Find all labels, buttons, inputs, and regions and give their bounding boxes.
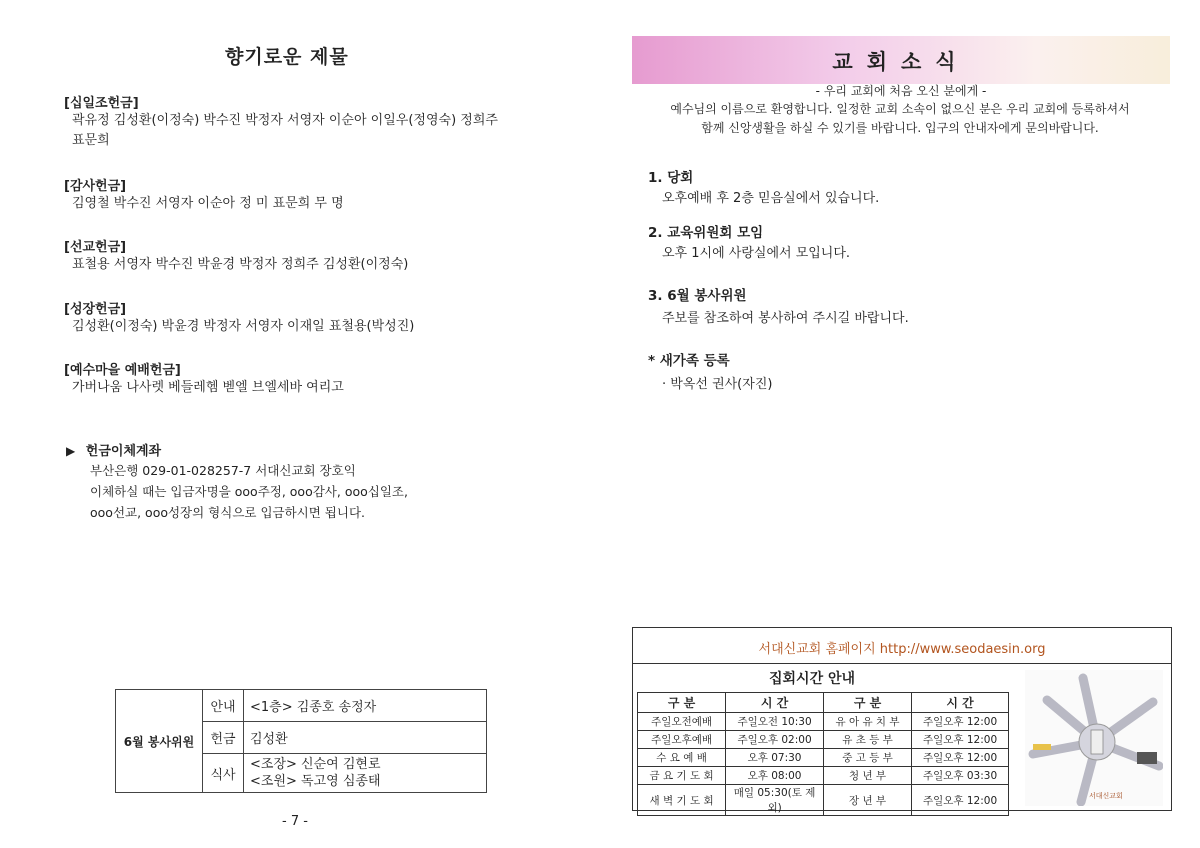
schedule-cell: 금 요 기 도 회: [638, 767, 726, 785]
schedule-cell: 장 년 부: [823, 785, 911, 816]
schedule-table: [637, 692, 1009, 816]
volunteer-names: [244, 690, 487, 722]
map-graphic: [1025, 670, 1163, 806]
offering-section-thanks: [64, 175, 534, 214]
schedule-cell: 중 고 등 부: [823, 749, 911, 767]
schedule-cell: 수 요 예 배: [638, 749, 726, 767]
offering-names: 김영철 박수진 서영자 이순아 정 미 표문희 무 명: [72, 196, 344, 211]
volunteer-name: <조원> 독고영 심종태: [250, 774, 381, 789]
schedule-title: 집회시간 안내: [769, 671, 856, 687]
offering-heading: [감사헌금]: [64, 179, 127, 194]
account-heading: 헌금이체계좌: [85, 444, 162, 459]
schedule-cell: 유 초 등 부: [823, 731, 911, 749]
schedule-cell: 주일오전 10:30: [726, 713, 824, 731]
schedule-header: 구 분: [823, 693, 911, 713]
schedule-cell: 주일오후예배: [638, 731, 726, 749]
schedule-cell: 주일오후 12:00: [912, 785, 1009, 816]
news-item-body: · 박옥선 권사(자진): [662, 377, 773, 392]
account-line: 부산은행 029-01-028257-7 서대신교회 장호익: [90, 463, 356, 478]
news-item-body: 오후 1시에 사랑실에서 모입니다.: [662, 246, 851, 261]
news-item-body: 오후예배 후 2층 믿음실에서 있습니다.: [662, 191, 880, 206]
page-number: - 7 -: [282, 814, 308, 829]
volunteer-name: <1층> 김종호 송정자: [250, 700, 377, 715]
offering-names: 김성환(이정숙) 박윤경 박정자 서영자 이재일 표철용(박성진): [72, 319, 415, 334]
welcome-text: 예수님의 이름으로 환영합니다. 일정한 교회 소속이 없으신 분은 우리 교회에 등록하셔서: [670, 102, 1130, 116]
welcome-text: 함께 신앙생활을 하실 수 있기를 바랍니다. 입구의 안내자에게 문의바랍니다.: [701, 121, 1099, 135]
church-news-banner: [632, 36, 1170, 84]
schedule-cell: 오후 08:00: [726, 767, 824, 785]
offering-section-growth: [64, 298, 534, 337]
schedule-row: [638, 749, 1009, 767]
triangle-right-icon: ▶: [66, 444, 76, 458]
offering-names: 표문희: [72, 133, 110, 148]
schedule-row: [638, 767, 1009, 785]
schedule-row: [638, 731, 1009, 749]
offering-heading: [예수마을 예배헌금]: [64, 363, 181, 378]
offering-section-village: [64, 359, 534, 398]
schedule-header: 시 간: [912, 693, 1009, 713]
account-section: [66, 440, 536, 523]
schedule-cell: 주일오후 03:30: [912, 767, 1009, 785]
schedule-cell: 주일오후 12:00: [912, 713, 1009, 731]
offering-names: 곽유정 김성환(이정숙) 박수진 박정자 서영자 이순아 이일우(정영숙) 정희주: [72, 113, 498, 128]
schedule-cell: 유 아 유 치 부: [823, 713, 911, 731]
account-line: 이체하실 때는 입금자명을 ooo주정, ooo감사, ooo십일조,: [90, 484, 408, 499]
volunteer-role: 헌금: [203, 722, 244, 754]
schedule-row: [638, 785, 1009, 816]
offering-heading: [선교헌금]: [64, 240, 127, 255]
church-news-title: 교회소식: [832, 50, 970, 74]
church-location-map: [1025, 670, 1163, 806]
volunteer-name: 김성환: [250, 732, 288, 747]
offering-section-tithe: [64, 92, 534, 151]
offering-heading: [십일조헌금]: [64, 96, 139, 111]
homepage-link[interactable]: 서대신교회 홈페이지 http://www.seodaesin.org: [758, 642, 1046, 657]
news-item-heading: 3. 6월 봉사위원: [648, 288, 747, 304]
map-label: 서대신교회: [1089, 792, 1123, 800]
church-info-box: [632, 627, 1172, 814]
welcome-subtitle: - 우리 교회에 처음 오신 분에게 -: [815, 84, 987, 98]
schedule-header: 시 간: [726, 693, 824, 713]
volunteer-names: [244, 722, 487, 754]
schedule-cell: 주일오후 12:00: [912, 731, 1009, 749]
offering-names: 표철용 서영자 박수진 박윤경 박정자 정희주 김성환(이정숙): [72, 257, 409, 272]
page-title-offerings: 향기로운 제물: [225, 46, 349, 68]
news-item-heading: 1. 당회: [648, 170, 694, 186]
offering-section-mission: [64, 236, 534, 275]
volunteer-table: [115, 689, 487, 793]
volunteer-role: 식사: [203, 754, 244, 793]
schedule-cell: 매일 05:30(토 제외): [726, 785, 824, 816]
news-item-body: 주보를 참조하여 봉사하여 주시길 바랍니다.: [662, 311, 909, 326]
volunteer-names: [244, 754, 487, 793]
schedule-cell: 주일오후 12:00: [912, 749, 1009, 767]
volunteer-role: 안내: [203, 690, 244, 722]
news-item-heading: 2. 교육위원회 모임: [648, 225, 764, 241]
schedule-cell: 오후 07:30: [726, 749, 824, 767]
schedule-cell: 주일오전예배: [638, 713, 726, 731]
offering-heading: [성장헌금]: [64, 302, 127, 317]
account-line: ooo선교, ooo성장의 형식으로 입금하시면 됩니다.: [90, 505, 366, 520]
divider: [633, 663, 1171, 664]
news-item-heading: * 새가족 등록: [648, 353, 730, 369]
volunteer-name: <조장> 신순여 김현로: [250, 757, 381, 772]
volunteer-table-label: 6월 봉사위원: [116, 690, 203, 793]
schedule-cell: 새 벽 기 도 회: [638, 785, 726, 816]
offering-names: 가버나움 나사렛 베들레헴 벧엘 브엘세바 여리고: [72, 380, 344, 395]
schedule-row: [638, 713, 1009, 731]
schedule-header: 구 분: [638, 693, 726, 713]
schedule-cell: 주일오후 02:00: [726, 731, 824, 749]
schedule-cell: 청 년 부: [823, 767, 911, 785]
